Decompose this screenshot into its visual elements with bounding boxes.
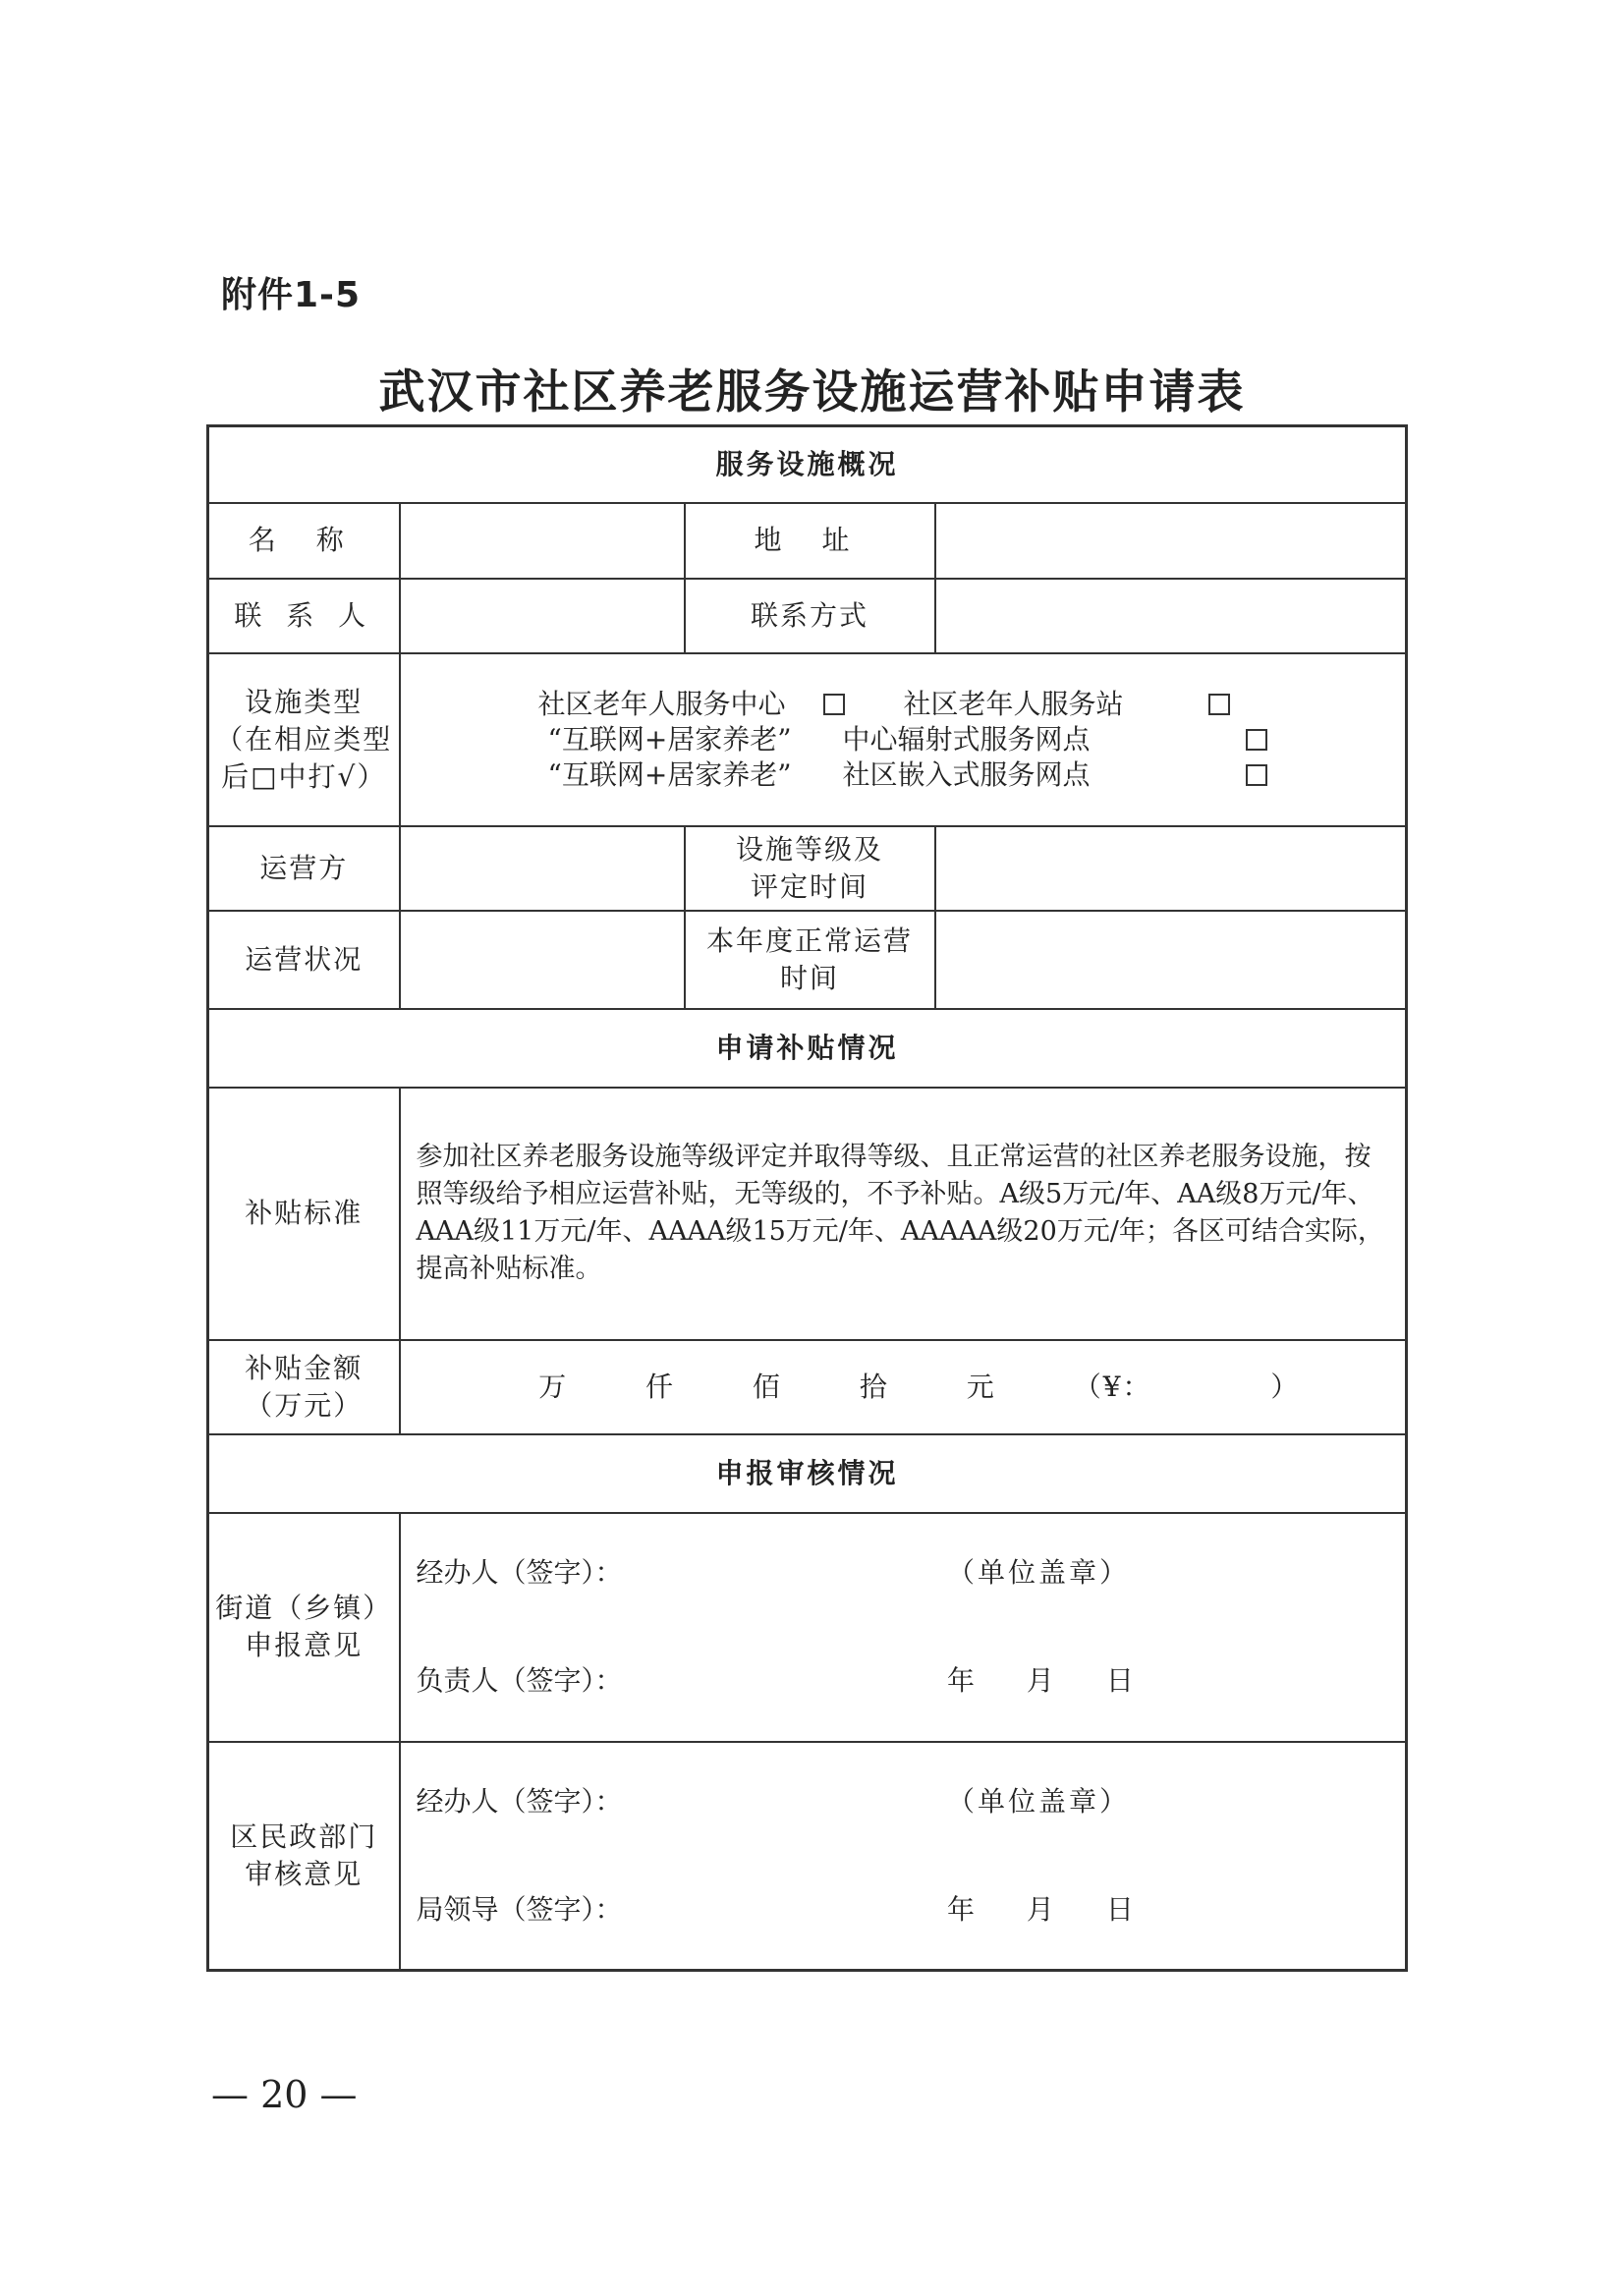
street-label-line1: 街道（乡镇）	[215, 1592, 393, 1624]
option-service-station-label: 社区老年人服务站	[903, 687, 1124, 720]
facility-option-row-1	[430, 687, 1376, 722]
normal-operation-label	[685, 911, 935, 1009]
normal-operation-line2: 时间	[779, 961, 839, 994]
status-field[interactable]	[400, 911, 685, 1009]
section-review: 申报审核情况	[208, 1434, 1407, 1513]
facility-type-label	[208, 653, 400, 826]
facility-type-line1: 设施类型	[245, 685, 364, 718]
embedded-network-checkbox[interactable]	[1246, 764, 1267, 786]
street-opinion-label	[208, 1513, 400, 1742]
amount-label-line2: （万元）	[245, 1388, 364, 1422]
option-internet-radiating-prefix: “互联网+居家养老”	[547, 722, 792, 756]
street-opinion-field[interactable]	[400, 1513, 1407, 1742]
grade-field[interactable]	[935, 826, 1407, 911]
standard-text: 参加社区养老服务设施等级评定并取得等级、且正常运营的社区养老服务设施，按照等级给予相应运营补贴，无等级的，不予补贴。A级5万元/年、AA级8万元/年、AAA级11万元/年、AAAA级15万元/年、AAAAA级20万元/年；各区可结合实际，提高补贴标准。	[400, 1088, 1407, 1340]
standard-label: 补贴标准	[208, 1088, 400, 1340]
street-handler-signature: 经办人（签字）：	[416, 1556, 623, 1589]
page-number: — 20 —	[211, 2073, 358, 2116]
district-label-line2: 审核意见	[245, 1857, 364, 1890]
service-station-checkbox[interactable]	[1208, 694, 1230, 715]
district-handler-row	[417, 1775, 1390, 1828]
facility-type-options	[400, 653, 1407, 826]
district-date: 年 月 日	[947, 1892, 1155, 1926]
section-subsidy: 申请补贴情况	[208, 1009, 1407, 1088]
grade-label	[685, 826, 935, 911]
address-label: 地 址	[685, 503, 935, 579]
status-label: 运营状况	[208, 911, 400, 1009]
form-title: 武汉市社区养老服务设施运营补贴申请表	[378, 365, 1246, 420]
operator-label: 运营方	[208, 826, 400, 911]
district-seal: （单位盖章）	[947, 1784, 1131, 1818]
district-label-line1: 区民政部门	[230, 1819, 378, 1853]
facility-option-row-2	[430, 722, 1376, 757]
option-internet-embedded-prefix: “互联网+居家养老”	[547, 757, 792, 791]
yen-close: ）	[1270, 1370, 1301, 1403]
district-leader-row	[417, 1883, 1390, 1936]
option-internet-radiating-label: 中心辐射式服务网点	[842, 722, 1091, 756]
amount-label	[208, 1340, 400, 1434]
street-date: 年 月 日	[947, 1664, 1155, 1697]
operator-field[interactable]	[400, 826, 685, 911]
option-service-center-label: 社区老年人服务中心	[537, 687, 786, 720]
street-leader-signature: 负责人（签字）：	[416, 1664, 623, 1697]
service-center-checkbox[interactable]	[823, 694, 845, 715]
district-opinion-label	[208, 1742, 400, 1971]
contact-label: 联 系 人	[208, 579, 400, 653]
contact-method-field[interactable]	[935, 579, 1407, 653]
unit-yuan: 元	[966, 1370, 996, 1403]
unit-shi: 拾	[859, 1370, 889, 1403]
normal-operation-line1: 本年度正常运营	[705, 924, 913, 957]
facility-type-line3: 后□中打√）	[221, 759, 387, 793]
yen-open: （¥：	[1073, 1370, 1152, 1403]
section-overview: 服务设施概况	[208, 426, 1407, 503]
attachment-label: 附件1-5	[221, 275, 362, 315]
unit-qian: 仟	[645, 1370, 676, 1403]
facility-option-row-3	[430, 757, 1376, 793]
contact-field[interactable]	[400, 579, 685, 653]
name-field[interactable]	[400, 503, 685, 579]
grade-label-line2: 评定时间	[750, 869, 868, 903]
application-form	[206, 424, 1408, 1972]
contact-method-label: 联系方式	[685, 579, 935, 653]
normal-operation-field[interactable]	[935, 911, 1407, 1009]
street-leader-row	[417, 1654, 1390, 1707]
amount-field[interactable]	[400, 1340, 1407, 1434]
unit-bai: 佰	[752, 1370, 782, 1403]
address-field[interactable]	[935, 503, 1407, 579]
grade-label-line1: 设施等级及	[735, 832, 883, 866]
district-leader-signature: 局领导（签字）：	[416, 1892, 623, 1926]
street-label-line2: 申报意见	[245, 1629, 364, 1661]
name-label: 名 称	[208, 503, 400, 579]
district-handler-signature: 经办人（签字）：	[416, 1784, 623, 1818]
option-internet-embedded-label: 社区嵌入式服务网点	[842, 757, 1091, 791]
street-seal: （单位盖章）	[947, 1556, 1131, 1589]
radiating-network-checkbox[interactable]	[1246, 729, 1267, 751]
amount-label-line1: 补贴金额	[245, 1351, 364, 1384]
unit-wan: 万	[538, 1370, 569, 1403]
district-opinion-field[interactable]	[400, 1742, 1407, 1971]
facility-type-line2: （在相应类型	[215, 722, 393, 756]
street-handler-row	[417, 1546, 1390, 1599]
